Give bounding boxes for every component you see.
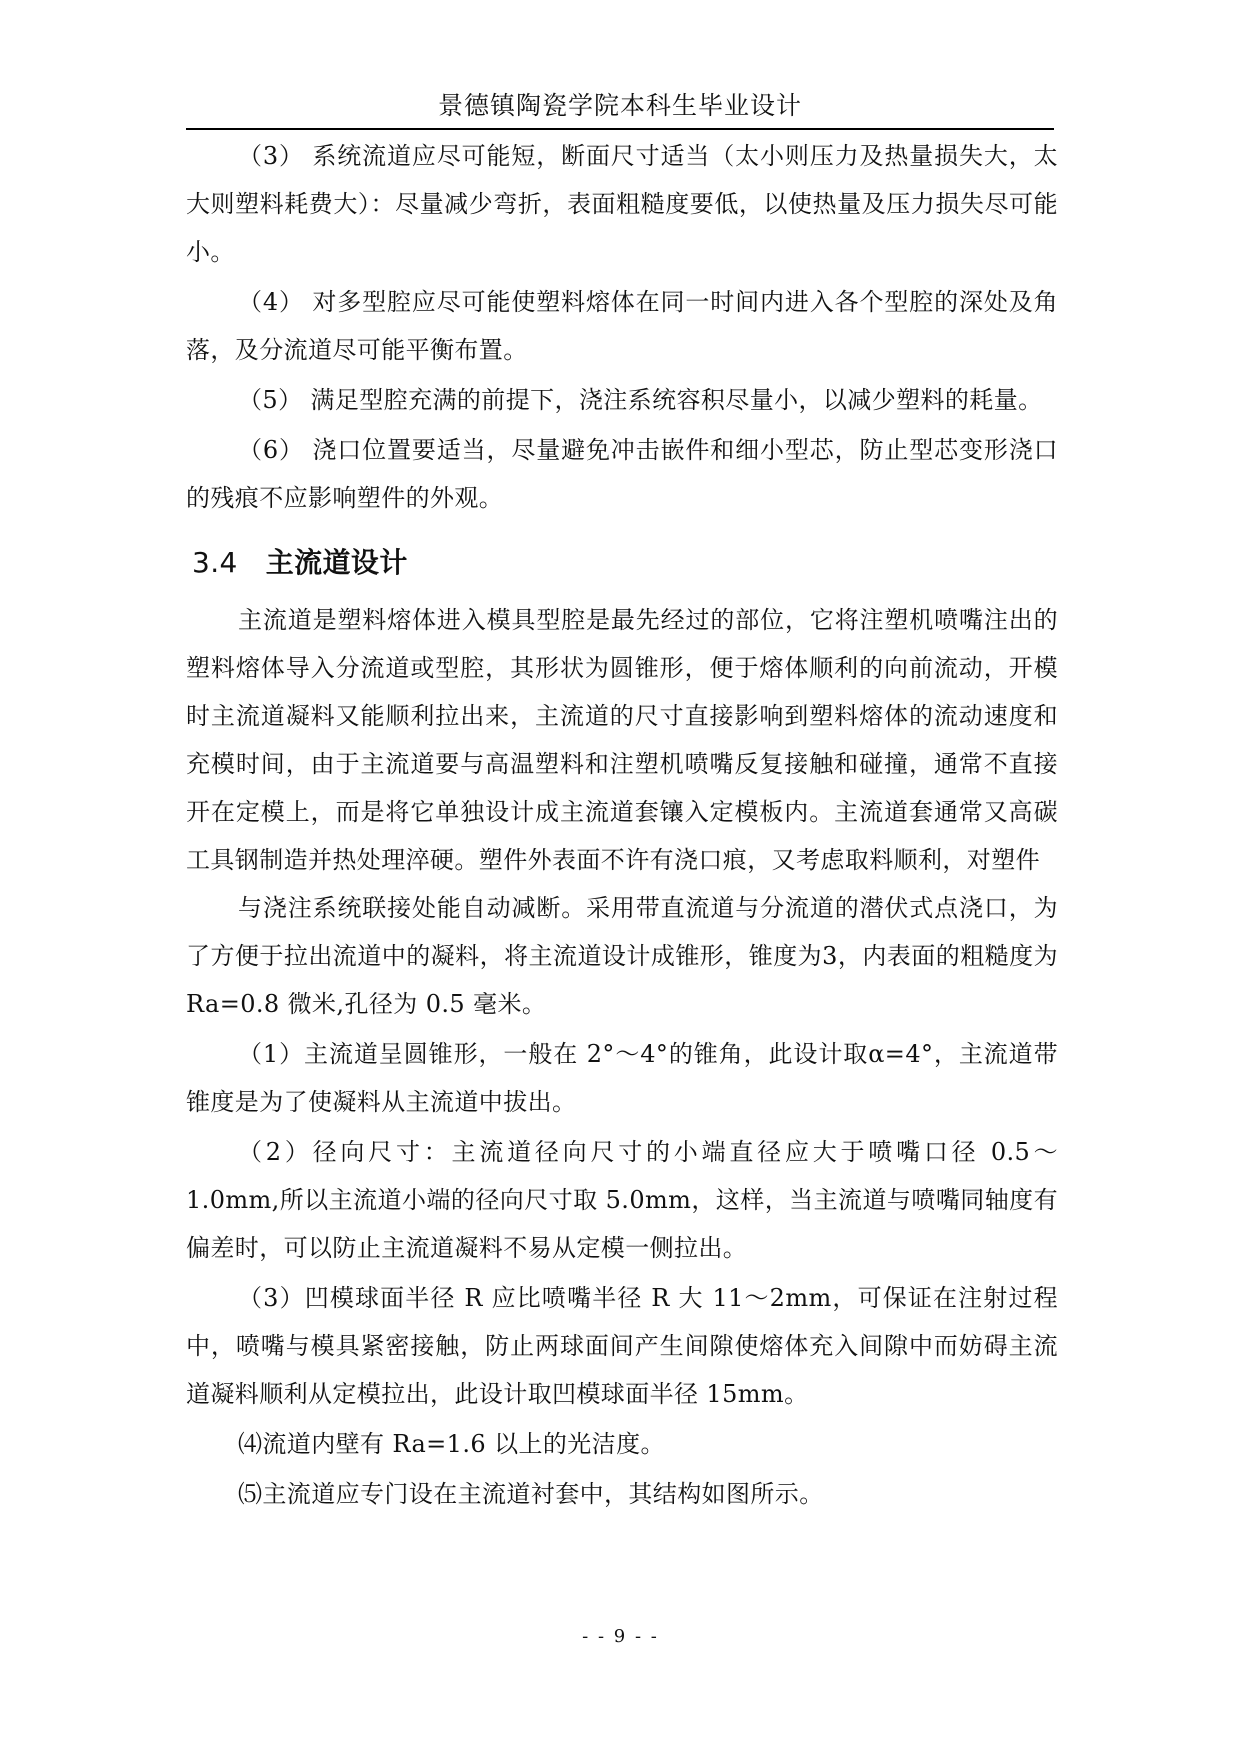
page-number: - - 9 - - (582, 1626, 659, 1647)
paragraph-surface-finish: ⑷流道内壁有 Ra=1.6 以上的光洁度。 (238, 1430, 665, 1458)
page-header-title: 景德镇陶瓷学院本科生毕业设计 (437, 91, 802, 120)
paragraph-gate: 与浇注系统联接处能自动减断。采用带直流道与分流道的潜伏式点浇口，为了方便于拉出流道中的凝料，将主流道设计成锥形，锥度为3，内表面的粗糙度为 Ra=0.8 微米,孔径为 0.5 毫米。 (186, 894, 1058, 1018)
section-title: 主流道设计 (265, 546, 408, 579)
paragraph-cone: （1）主流道呈圆锥形，一般在 2°～4°的锥角，此设计取α=4°，主流道带锥度是为了使凝料从主流道中拔出。 (186, 1040, 1058, 1116)
section-number: 3.4 (192, 546, 238, 579)
paragraph-item-4: （4） 对多型腔应尽可能使塑料熔体在同一时间内进入各个型腔的深处及角落，及分流道尽可能平衡布置。 (186, 288, 1058, 364)
paragraph-item-5: （5） 满足型腔充满的前提下，浇注系统容积尽量小，以减少塑料的耗量。 (238, 386, 1043, 414)
paragraph-sphere-radius: （3）凹模球面半径 R 应比喷嘴半径 R 大 11～2mm，可保证在注射过程中，喷嘴与模具紧密接触，防止两球面间产生间隙使熔体充入间隙中而妨碍主流道凝料顺利从定模拉出，此设计取凹模球面半径 15mm。 (186, 1284, 1058, 1408)
section-heading (192, 536, 1058, 590)
paragraph-item-6: （6） 浇口位置要适当，尽量避免冲击嵌件和细小型芯，防止型芯变形浇口的残痕不应影响塑件的外观。 (186, 436, 1058, 512)
paragraph-bushing: ⑸主流道应专门设在主流道衬套中，其结构如图所示。 (238, 1480, 824, 1508)
page-body (186, 132, 1058, 1518)
paragraph-intro: 主流道是塑料熔体进入模具型腔是最先经过的部位，它将注塑机喷嘴注出的塑料熔体导入分流道或型腔，其形状为圆锥形，便于熔体顺利的向前流动，开模时主流道凝料又能顺利拉出来，主流道的尺寸直接影响到塑料熔体的流动速度和充模时间，由于主流道要与高温塑料和注塑机喷嘴反复接触和碰撞，通常不直接开在定模上，而是将它单独设计成主流道套镶入定模板内。主流道套通常又高碳工具钢制造并热处理淬硬。塑件外表面不许有浇口痕，又考虑取料顺利，对塑件 (186, 606, 1058, 874)
header-divider (186, 128, 1054, 130)
paragraph-item-3: （3） 系统流道应尽可能短，断面尺寸适当（太小则压力及热量损失大，太大则塑料耗费大）：尽量减少弯折，表面粗糙度要低，以使热量及压力损失尽可能小。 (186, 142, 1058, 266)
paragraph-radial-size: （2）径向尺寸：主流道径向尺寸的小端直径应大于喷嘴口径 0.5～ 1.0mm,所以主流道小端的径向尺寸取 5.0mm，这样，当主流道与喷嘴同轴度有偏差时，可以防止主流道凝料不易从定模一侧拉出。 (186, 1138, 1058, 1262)
